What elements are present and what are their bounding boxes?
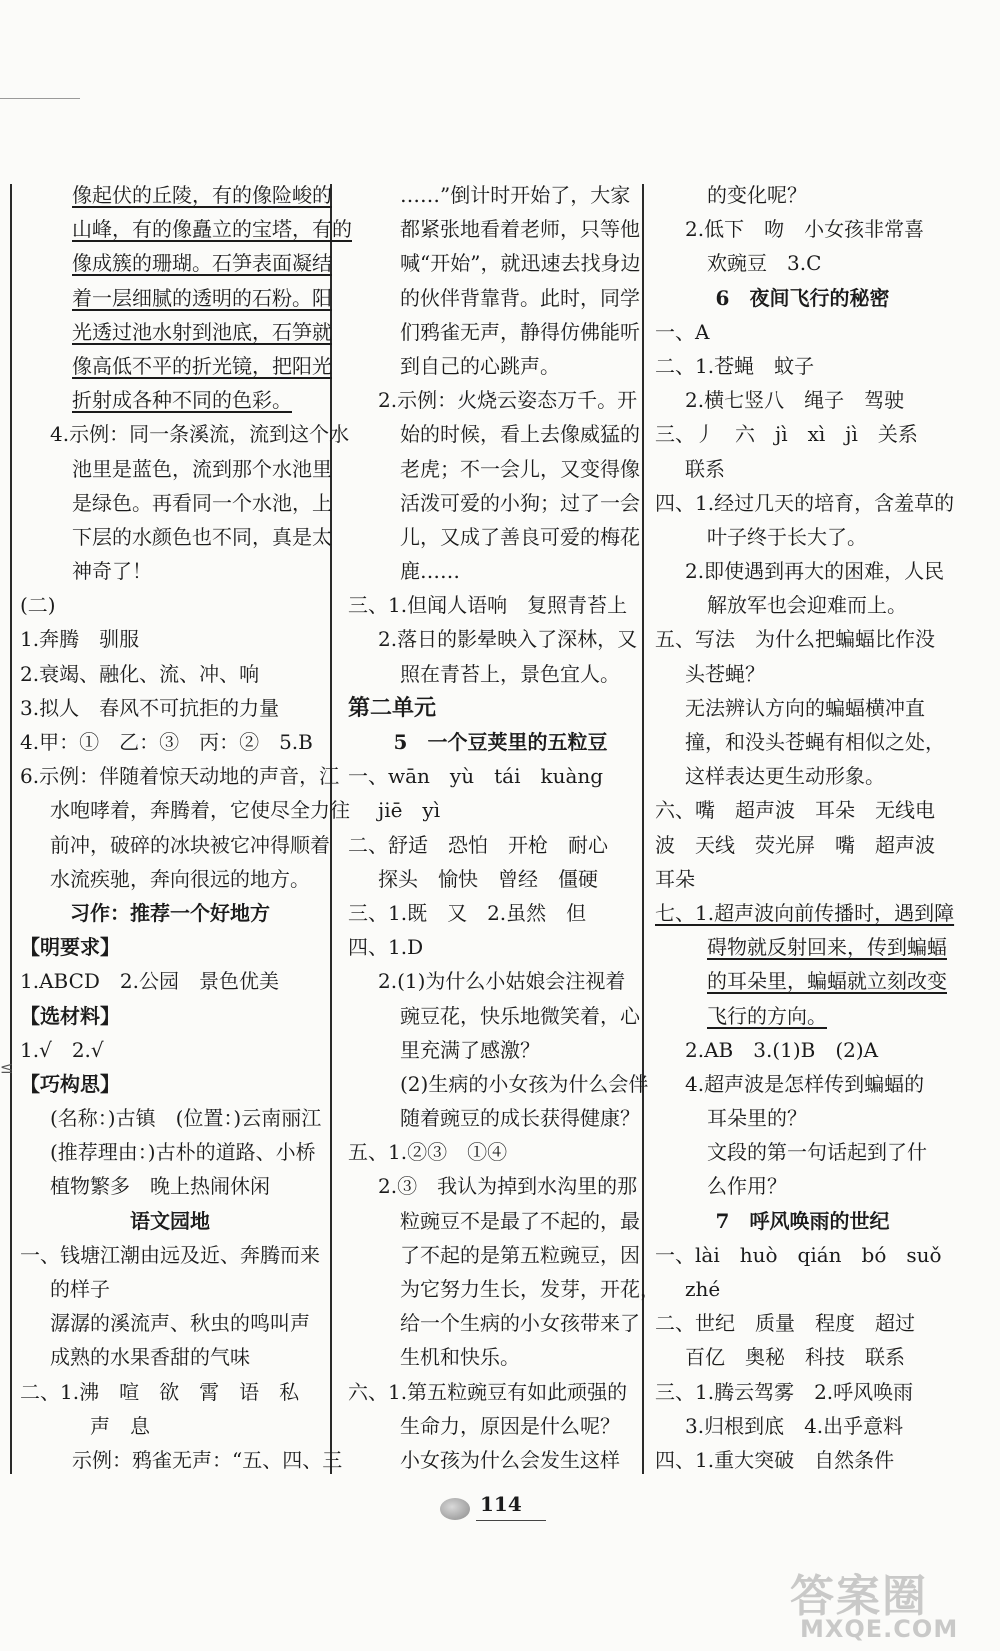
page-number-underline bbox=[476, 1520, 546, 1521]
answer-line: 文段的第一句话起到了什 bbox=[707, 1140, 927, 1165]
answer-line: 解放军也会迎难而上。 bbox=[707, 593, 907, 618]
answer-line: 欢豌豆 3.C bbox=[707, 251, 822, 276]
answer-line: (名称：)古镇 (位置：)云南丽江 bbox=[50, 1106, 322, 1131]
answer-line: 6.示例：伴随着惊天动地的声音，江 bbox=[20, 764, 340, 789]
answer-line: ……”倒计时开始了，大家 bbox=[400, 183, 631, 207]
answer-line: 是绿色。再看同一个水池，上 bbox=[72, 490, 332, 515]
answer-line: 二、世纪 质量 程度 超过 bbox=[655, 1311, 915, 1336]
answer-line: 神奇了！ bbox=[72, 559, 152, 584]
answer-line: 波 天线 荧光屏 嘴 超声波 bbox=[655, 832, 935, 857]
answer-line: 3.拟人 春风不可抗拒的力量 bbox=[20, 695, 280, 720]
answer-line: 习作：推荐一个好地方 bbox=[70, 900, 270, 925]
answer-line: 2.落日的影晕映入了深林，又 bbox=[378, 627, 638, 652]
answer-line: 2.AB 3.(1)B (2)A bbox=[685, 1037, 879, 1062]
answer-line: (推荐理由：)古朴的道路、小桥 bbox=[50, 1140, 316, 1165]
answer-line: 六、1.第五粒豌豆有如此顽强的 bbox=[348, 1379, 628, 1404]
answer-line: 么作用？ bbox=[707, 1174, 787, 1199]
answer-line: 照在青苔上，景色宜人。 bbox=[400, 661, 620, 686]
answer-line: 【选材料】 bbox=[20, 1003, 120, 1028]
answer-line: 7 呼风唤雨的世纪 bbox=[715, 1208, 890, 1233]
answer-line: 植物繁多 晚上热闹休闲 bbox=[50, 1174, 270, 1199]
answer-line: 活泼可爱的小狗；过了一会 bbox=[400, 490, 640, 515]
answer-line: 4.甲：① 乙：③ 丙：② 5.B bbox=[20, 730, 313, 754]
answer-line: 2.③ 我认为掉到水沟里的那 bbox=[378, 1174, 638, 1199]
answer-line: 生命力，原因是什么呢？ bbox=[400, 1413, 620, 1438]
answer-column-1 bbox=[20, 178, 352, 1477]
answer-line: 第二单元 bbox=[348, 694, 437, 721]
answer-line: jiē yì bbox=[378, 798, 441, 823]
answer-line: 都紧张地看着老师，只等他 bbox=[400, 217, 640, 242]
watermark bbox=[780, 1560, 990, 1645]
answer-line: 百亿 奥秘 科技 联系 bbox=[685, 1345, 905, 1370]
answer-line: 2.衰竭、融化、流、冲、响 bbox=[20, 661, 260, 686]
answer-line: 下层的水颜色也不同，真是太 bbox=[72, 524, 332, 549]
answer-line: 耳朵 bbox=[655, 866, 695, 891]
answer-line: 的样子 bbox=[50, 1277, 110, 1301]
answer-line: 随着豌豆的成长获得健康？ bbox=[400, 1106, 640, 1131]
answer-line: 了不起的是第五粒豌豆，因 bbox=[400, 1242, 640, 1267]
answer-line: 生机和快乐。 bbox=[400, 1345, 520, 1370]
answer-line: 光透过池水射到池底，石笋就 bbox=[72, 319, 332, 344]
answer-line: 喊“开始”，就迅速去找身边 bbox=[400, 251, 641, 276]
page-edge-mark: ≤ bbox=[0, 1058, 14, 1077]
answer-line: 2.示例：火烧云姿态万千。开 bbox=[378, 388, 638, 413]
answer-line: 像成簇的珊瑚。石笋表面凝结 bbox=[72, 251, 332, 276]
answer-line: 5 一个豆荚里的五粒豆 bbox=[393, 730, 608, 754]
answer-column-2 bbox=[348, 178, 660, 1477]
answer-line: 七、1.超声波向前传播时，遇到障 bbox=[655, 900, 955, 925]
answer-line: 语文园地 bbox=[130, 1208, 210, 1233]
answer-line: 头苍蝇？ bbox=[685, 661, 765, 686]
answer-line: 二、1.苍蝇 蚊子 bbox=[655, 353, 815, 378]
answer-line: 着一层细腻的透明的石粉。阳 bbox=[72, 285, 332, 310]
answer-line: 为它努力生长，发芽，开花， bbox=[400, 1277, 660, 1301]
answer-line: 示例：鸦雀无声：“五、四、三 bbox=[72, 1447, 343, 1472]
watermark-url: MXQE.COM bbox=[800, 1615, 959, 1643]
answer-line: 四、1.经过几天的培育，含羞草的 bbox=[655, 490, 955, 515]
answer-line: 这样表达更生动形象。 bbox=[685, 764, 885, 789]
answer-line: 水流疾驰，奔向很远的地方。 bbox=[50, 866, 310, 891]
top-edge-line bbox=[0, 98, 80, 99]
answer-line: 山峰，有的像矗立的宝塔，有的 bbox=[72, 217, 352, 242]
answer-line: 像起伏的丘陵，有的像险峻的 bbox=[72, 183, 332, 207]
answer-line: 探头 愉快 曾经 僵硬 bbox=[378, 866, 598, 891]
answer-line: 4.超声波是怎样传到蝙蝠的 bbox=[685, 1071, 925, 1096]
answer-line: 四、1.重大突破 自然条件 bbox=[655, 1447, 895, 1472]
answer-line: 折射成各种不同的色彩。 bbox=[72, 388, 292, 413]
answer-line: 池里是蓝色，流到那个水池里 bbox=[72, 456, 332, 481]
answer-line: 三、1.但闻人语响 复照青苔上 bbox=[348, 593, 628, 618]
answer-line: 联系 bbox=[685, 456, 725, 481]
answer-line: 里充满了感激？ bbox=[400, 1037, 540, 1062]
answer-line: 的耳朵里，蝙蝠就立刻改变 bbox=[707, 969, 947, 994]
answer-line: 们鸦雀无声，静得仿佛能听 bbox=[400, 319, 640, 344]
answer-line: 三、1.腾云驾雾 2.呼风唤雨 bbox=[655, 1379, 914, 1404]
watermark-logo-text: 答案圈 bbox=[790, 1571, 928, 1622]
answer-line: 一、lài huò qián bó suǒ bbox=[655, 1242, 942, 1267]
answer-line: 2.低下 吻 小女孩非常喜 bbox=[685, 217, 925, 242]
answer-line: (二) bbox=[20, 593, 56, 618]
answer-line: 耳朵里的？ bbox=[707, 1106, 807, 1131]
answer-line: 的变化呢？ bbox=[707, 183, 807, 207]
answer-line: 4.示例：同一条溪流，流到这个水 bbox=[50, 422, 350, 447]
answer-line: 【明要求】 bbox=[20, 935, 120, 960]
answer-line: 叶子终于长大了。 bbox=[707, 524, 867, 549]
answer-line: 豌豆花，快乐地微笑着，心 bbox=[400, 1003, 640, 1028]
answer-line: 的伙伴背靠背。此时，同学 bbox=[400, 285, 640, 310]
answer-line: (2)生病的小女孩为什么会伴 bbox=[400, 1071, 649, 1096]
answer-line: 粒豌豆不是最了不起的，最 bbox=[400, 1208, 640, 1233]
answer-line: 三、1.既 又 2.虽然 但 bbox=[348, 900, 587, 925]
page-footer bbox=[440, 1490, 570, 1530]
answer-line: 1.奔腾 驯服 bbox=[20, 627, 140, 652]
left-margin-rule bbox=[10, 184, 12, 1474]
answer-line: 成熟的水果香甜的气味 bbox=[50, 1345, 250, 1370]
answer-line: 二、1.沸 喧 欲 霄 语 私 bbox=[20, 1379, 300, 1404]
answer-line: 儿，又成了善良可爱的梅花 bbox=[400, 524, 640, 549]
answer-line: 1.ABCD 2.公园 景色优美 bbox=[20, 969, 280, 994]
page-number: 114 bbox=[480, 1492, 522, 1516]
answer-column-3 bbox=[655, 178, 955, 1477]
answer-line: 前冲，破碎的冰块被它冲得顺着 bbox=[50, 832, 330, 857]
answer-line: 二、舒适 恐怕 开枪 耐心 bbox=[348, 832, 608, 857]
answer-line: 【巧构思】 bbox=[20, 1071, 120, 1096]
answer-line: 2.(1)为什么小姑娘会注视着 bbox=[378, 969, 626, 994]
answer-line: 到自己的心跳声。 bbox=[400, 353, 560, 378]
answer-line: 6 夜间飞行的秘密 bbox=[715, 285, 890, 310]
answer-line: 撞，和没头苍蝇有相似之处， bbox=[685, 730, 945, 754]
answer-line: 六、嘴 超声波 耳朵 无线电 bbox=[655, 798, 935, 823]
answer-line: 碍物就反射回来，传到蝙蝠 bbox=[707, 935, 947, 960]
answer-line: 一、钱塘江潮由远及近、奔腾而来 bbox=[20, 1242, 320, 1267]
answer-line: 飞行的方向。 bbox=[707, 1003, 827, 1028]
answer-line: 水咆哮着，奔腾着，它使尽全力往 bbox=[50, 798, 350, 823]
answer-line: 始的时候，看上去像威猛的 bbox=[400, 422, 640, 447]
answer-line: 声 息 bbox=[90, 1413, 150, 1438]
answer-line: 鹿…… bbox=[400, 559, 460, 584]
answer-line: 潺潺的溪流声、秋虫的鸣叫声 bbox=[50, 1311, 310, 1336]
answer-line: 三、丿 六 jì xì jì 关系 bbox=[655, 422, 918, 447]
answer-line: 一、wān yù tái kuàng bbox=[348, 764, 604, 789]
planet-icon bbox=[440, 1498, 470, 1520]
answer-line: 无法辨认方向的蝙蝠横冲直 bbox=[685, 695, 925, 720]
answer-line: 老虎；不一会儿，又变得像 bbox=[400, 456, 640, 481]
answer-line: 1.√ 2.√ bbox=[20, 1037, 104, 1062]
answer-line: 3.归根到底 4.出乎意料 bbox=[685, 1413, 904, 1438]
answer-line: 给一个生病的小女孩带来了 bbox=[400, 1311, 640, 1336]
answer-line: 五、1.②③ ①④ bbox=[348, 1140, 508, 1165]
answer-line: 2.即使遇到再大的困难，人民 bbox=[685, 559, 945, 584]
answer-line: zhé bbox=[685, 1277, 721, 1301]
answer-line: 2.横七竖八 绳子 驾驶 bbox=[685, 388, 905, 413]
answer-line: 小女孩为什么会发生这样 bbox=[400, 1447, 620, 1472]
answer-line: 四、1.D bbox=[348, 935, 424, 960]
answer-line: 像高低不平的折光镜，把阳光 bbox=[72, 353, 332, 378]
answer-line: 一、A bbox=[655, 319, 710, 344]
answer-line: 五、写法 为什么把蝙蝠比作没 bbox=[655, 627, 935, 652]
